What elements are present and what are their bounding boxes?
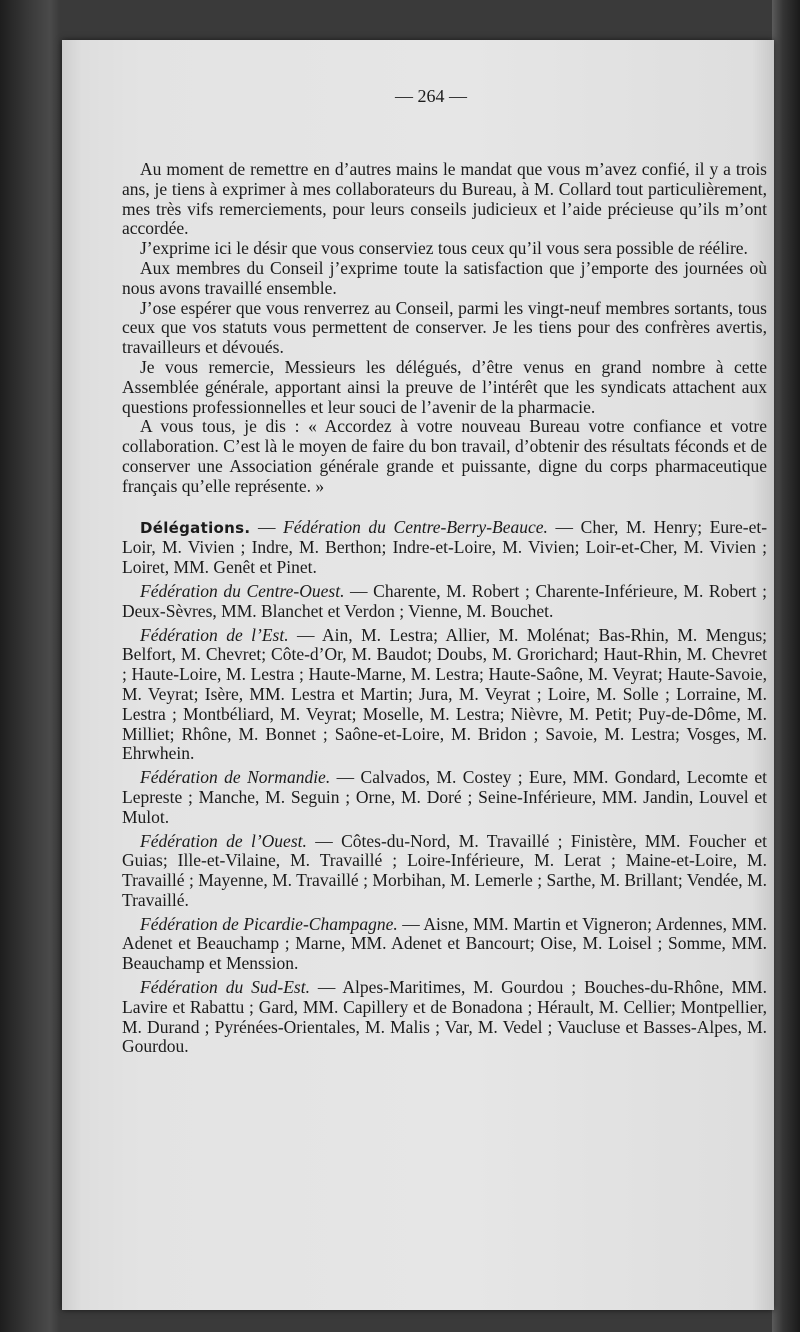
speech-paragraph: J’ose espérer que vous renverrez au Conseil, parmi les vingt-neuf membres sortants, tous ceux que vos statuts vous permettent de conserver. Je les tiens pour des confrères avertis, travailleurs et dévoués. [122, 297, 767, 358]
page-number: — 264 — [395, 86, 467, 106]
delegation-entry: Fédération de l’Ouest. — Côtes-du-Nord, M. Travaillé ; Finistère, MM. Foucher et Guias; Ille-et-Vilaine, M. Travaillé ; Loire-Inférieure, M. Lerat ; Maine-et-Loire, M. Travaillé ; Mayenne, M. Travaillé ; Morbihan, M. Lemerle ; Sarthe, M. Brillant; Vendée, M. Travaillé. [122, 830, 767, 910]
speech-paragraph: Aux membres du Conseil j’exprime toute la satisfaction que j’emporte des journées où nous avons travaillé ensemble. [122, 257, 767, 298]
federation-name: Fédération de l’Est. [140, 624, 289, 645]
delegation-entry: Fédération du Centre-Ouest. — Charente, M. Robert ; Charente-Inférieure, M. Robert ; Deux-Sèvres, MM. Blanchet et Verdon ; Vienne, M. Bouchet. [122, 580, 768, 621]
speech-paragraph: Je vous remercie, Messieurs les délégués, d’être venus en grand nombre à cette Assemblée générale, apportant ainsi la preuve de l’intérêt que les syndicats attachent aux questions professionnelles et leur souci de l’avenir de la pharmacie. [122, 356, 767, 417]
book-edge [772, 0, 800, 1332]
federation-name: Fédération du Centre-Berry-Beauce. [283, 516, 548, 537]
speech-paragraph: J’exprime ici le désir que vous conserviez tous ceux qu’il vous sera possible de réélire. [140, 238, 748, 259]
federation-name: Fédération du Centre-Ouest. [140, 580, 345, 601]
federation-name: Fédération de Picardie-Champagne. [140, 913, 398, 934]
delegation-entry: Délégations. — Fédération du Centre-Berry-Beauce. — Cher, M. Henry; Eure-et-Loir, M. Vivien ; Indre, M. Berthon; Indre-et-Loire, M. Vivien; Loir-et-Cher, M. Vivien ; Loiret, MM. Genêt et Pinet. [122, 516, 768, 578]
delegation-list: Calvados, M. Costey ; Eure, MM. Gondard, Lecomte et Lepreste ; Manche, M. Seguin ; Orne, M. Doré ; Seine-Inférieure, MM. Jandin, Louvel et Mulot. [122, 767, 768, 827]
speech-paragraph: A vous tous, je dis : « Accordez à votre nouveau Bureau votre confiance et votre collaboration. C’est là le moyen de faire du bon travail, d’obtenir des résultats féconds et de conserver une Association générale grande et puissante, digne du corps pharmaceutique français qu’elle représente. » [122, 416, 767, 496]
delegation-list: Alpes-Maritimes, M. Gourdou ; Bouches-du-Rhône, MM. Lavire et Rabattu ; Gard, MM. Capillery et de Bonadona ; Hérault, M. Cellier; Montpellier, M. Durand ; Pyrénées-Orientales, M. Malis ; Var, M. Vedel ; Vaucluse et Basses-Alpes, M. Gourdou. [122, 977, 767, 1057]
delegations-heading: Délégations. [140, 518, 251, 537]
federation-name: Fédération de Normandie. [140, 767, 331, 788]
federation-name: Fédération de l’Ouest. [140, 830, 307, 851]
delegation-entry: Fédération de Picardie-Champagne. — Aisne, MM. Martin et Vigneron; Ardennes, MM. Adenet et Beauchamp ; Marne, MM. Adenet et Bancourt; Oise, M. Loisel ; Somme, MM. Beauchamp et Menssion. [122, 913, 767, 974]
delegation-entry: Fédération de Normandie. — Calvados, M. Costey ; Eure, MM. Gondard, Lecomte et Lepreste ; Manche, M. Seguin ; Orne, M. Doré ; Seine-Inférieure, MM. Jandin, Louvel et Mulot. [122, 767, 768, 827]
delegations-section [122, 518, 767, 1058]
delegation-list: Charente, M. Robert ; Charente-Inférieure, M. Robert ; Deux-Sèvres, MM. Blanchet et Verdon ; Vienne, M. Bouchet. [122, 580, 768, 621]
delegation-list: Cher, M. Henry; Eure-et-Loir, M. Vivien ; Indre, M. Berthon; Indre-et-Loire, M. Vivien; Loir-et-Cher, M. Vivien ; Loiret, MM. Genêt et Pinet. [122, 516, 768, 578]
delegation-entry: Fédération du Sud-Est. — Alpes-Maritimes, M. Gourdou ; Bouches-du-Rhône, MM. Lavire et Rabattu ; Gard, MM. Capillery et de Bonadona ; Hérault, M. Cellier; Montpellier, M. Durand ; Pyrénées-Orientales, M. Malis ; Var, M. Vedel ; Vaucluse et Basses-Alpes, M. Gourdou. [122, 977, 767, 1057]
delegation-list: Côtes-du-Nord, M. Travaillé ; Finistère, MM. Foucher et Guias; Ille-et-Vilaine, M. Travaillé ; Loire-Inférieure, M. Lerat ; Maine-et-Loire, M. Travaillé ; Mayenne, M. Travaillé ; Morbihan, M. Lemerle ; Sarthe, M. Brillant; Vendée, M. Travaillé. [122, 830, 767, 910]
delegation-list: Ain, M. Lestra; Allier, M. Molénat; Bas-Rhin, M. Mengus; Belfort, M. Chevret; Côte-d’Or, M. Baudot; Doubs, M. Grorichard; Haut-Rhin, M. Chevret ; Haute-Loire, M. Lestra ; Haute-Marne, M. Lestra; Haute-Saône, M. Veyrat; Haute-Savoie, M. Veyrat; Isère, MM. Lestra et Martin; Jura, M. Veyrat ; Loire, M. Solle ; Lorraine, M. Lestra ; Montbéliard, M. Veyrat; Moselle, M. Lestra; Nièvre, M. Petit; Puy-de-Dôme, M. Milliet; Rhône, M. Bonnet ; Saône-et-Loire, M. Bridon ; Savoie, M. Lestra; Vosges, M. Ehrwhein. [122, 624, 767, 764]
delegation-list: Aisne, MM. Martin et Vigneron; Ardennes, MM. Adenet et Beauchamp ; Marne, MM. Adenet et Bancourt; Oise, M. Loisel ; Somme, MM. Beauchamp et Menssion. [122, 913, 767, 974]
speech-paragraph: Au moment de remettre en d’autres mains le mandat que vous m’avez confié, il y a trois ans, je tiens à exprimer à mes collaborateurs du Bureau, à M. Collard tout particulièrement, mes très vifs remerciements, pour leurs conseils judicieux et l’aide précieuse qu’ils m’ont accordée. [122, 159, 767, 239]
delegation-entry: Fédération de l’Est. — Ain, M. Lestra; Allier, M. Molénat; Bas-Rhin, M. Mengus; Belfort, M. Chevret; Côte-d’Or, M. Baudot; Doubs, M. Grorichard; Haut-Rhin, M. Chevret ; Haute-Loire, M. Lestra ; Haute-Marne, M. Lestra; Haute-Saône, M. Veyrat; Haute-Savoie, M. Veyrat; Isère, MM. Lestra et Martin; Jura, M. Veyrat ; Loire, M. Solle ; Lorraine, M. Lestra ; Montbéliard, M. Veyrat; Moselle, M. Lestra; Nièvre, M. Petit; Puy-de-Dôme, M. Milliet; Rhône, M. Bonnet ; Saône-et-Loire, M. Bridon ; Savoie, M. Lestra; Vosges, M. Ehrwhein. [122, 624, 767, 764]
speech-section [122, 160, 767, 497]
federation-name: Fédération du Sud-Est. [140, 977, 310, 998]
page-content [122, 160, 767, 1061]
